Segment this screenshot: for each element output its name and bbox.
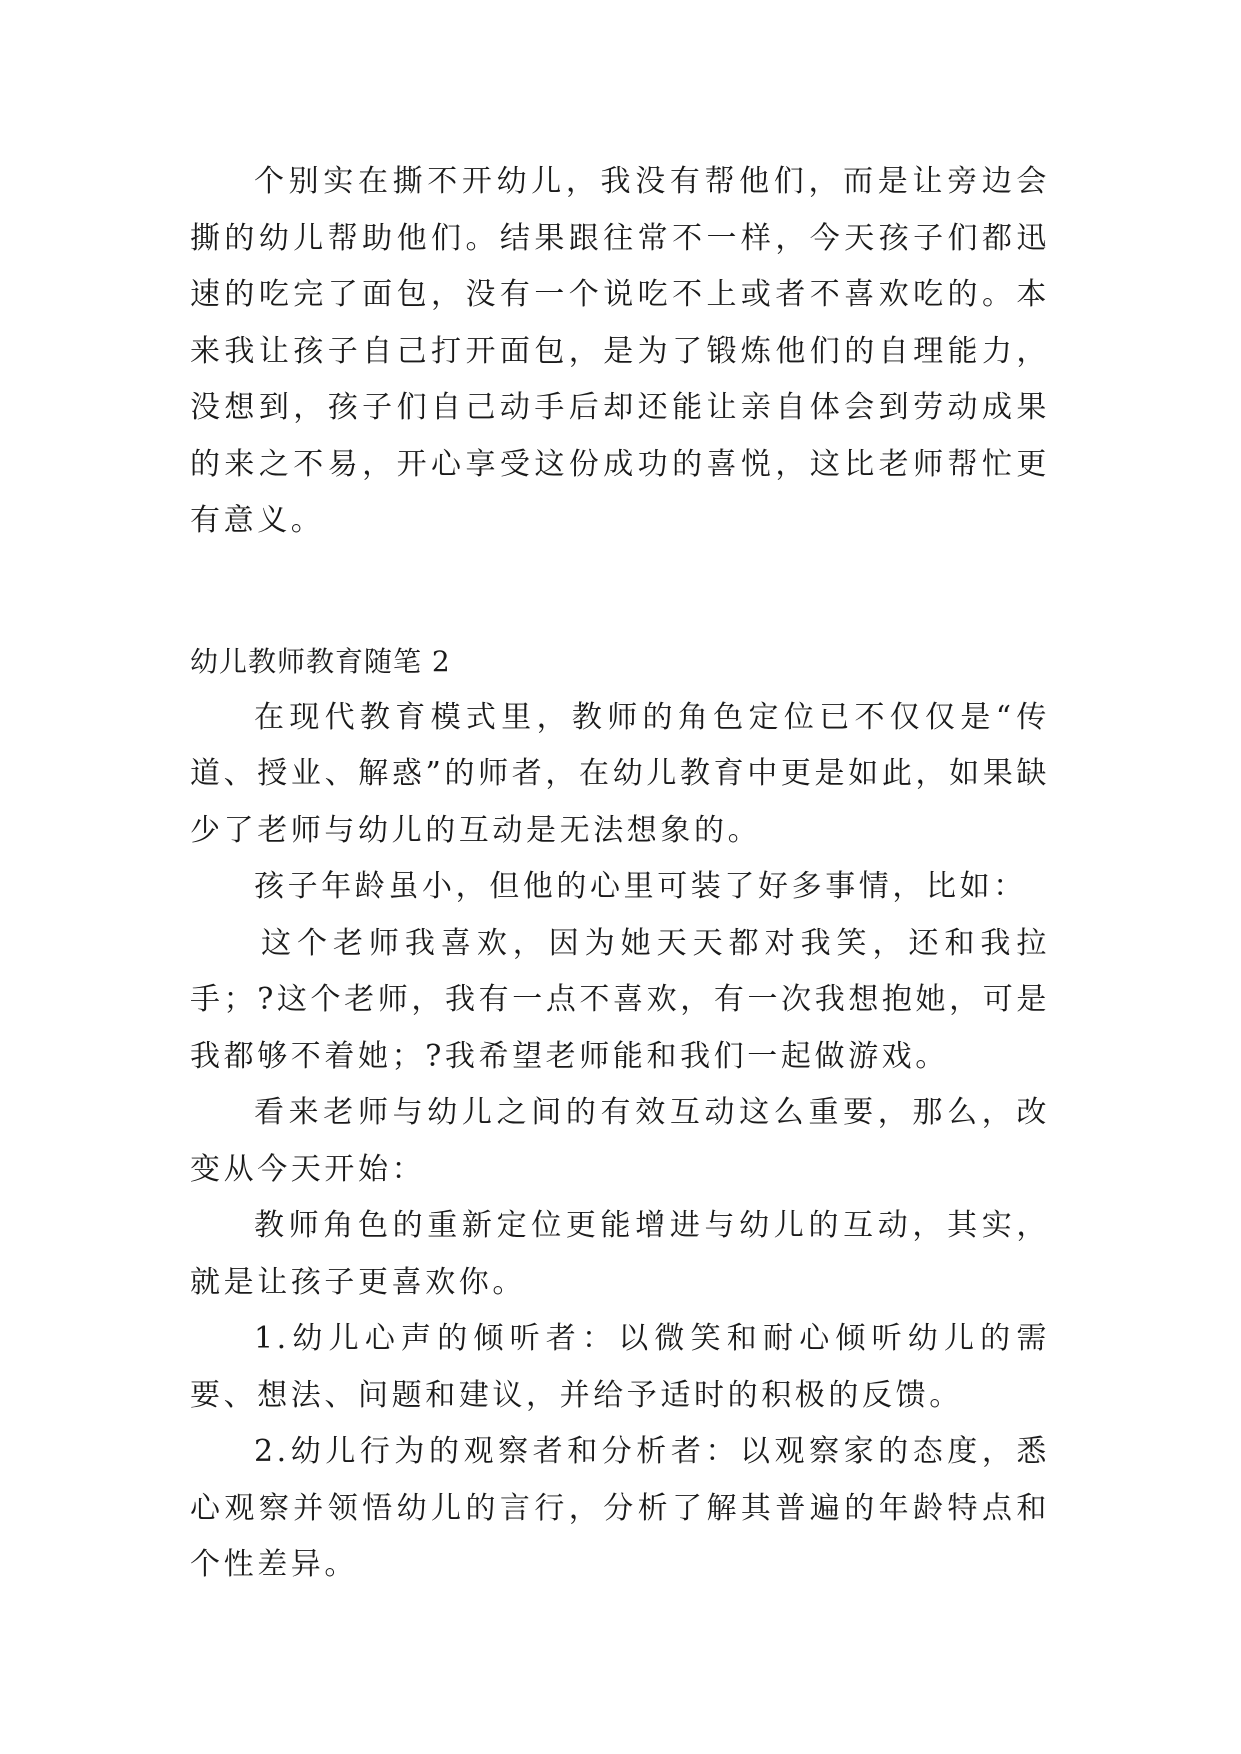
body-paragraph: 这个老师我喜欢，因为她天天都对我笑，还和我拉手；?这个老师，我有一点不喜欢，有一次我想抱她，可是我都够不着她；?我希望老师能和我们一起做游戏。 (190, 925, 1050, 1074)
body-paragraph: 教师角色的重新定位更能增进与幼儿的互动，其实，就是让孩子更喜欢你。 (190, 1208, 1050, 1300)
document-body (190, 154, 1050, 1594)
body-paragraph: 在现代教育模式里，教师的角色定位已不仅仅是“传道、授业、解惑”的师者，在幼儿教育中更是如此，如果缺少了老师与幼儿的互动是无法想象的。 (190, 699, 1050, 848)
body-paragraph: 孩子年龄虽小，但他的心里可装了好多事情，比如： (254, 869, 1027, 904)
body-paragraph: 看来老师与幼儿之间的有效互动这么重要，那么，改变从今天开始： (190, 1095, 1050, 1187)
body-paragraph: 个别实在撕不开幼儿，我没有帮他们，而是让旁边会撕的幼儿帮助他们。结果跟往常不一样，今天孩子们都迅速的吃完了面包，没有一个说吃不上或者不喜欢吃的。本来我让孩子自己打开面包，是为了锻炼他们的自理能力，没想到，孩子们自己动手后却还能让亲自体会到劳动成果的来之不易，开心享受这份成功的喜悦，这比老师帮忙更有意义。 (190, 164, 1050, 538)
section-heading: 幼儿教师教育随笔 2 (190, 644, 451, 678)
section-spacer (190, 550, 1050, 634)
list-item: 1.幼儿心声的倾听者：以微笑和耐心倾听幼儿的需要、想法、问题和建议，并给予适时的积极的反馈。 (190, 1321, 1050, 1413)
list-item: 2.幼儿行为的观察者和分析者：以观察家的态度，悉心观察并领悟幼儿的言行，分析了解其普遍的年龄特点和个性差异。 (190, 1434, 1050, 1582)
